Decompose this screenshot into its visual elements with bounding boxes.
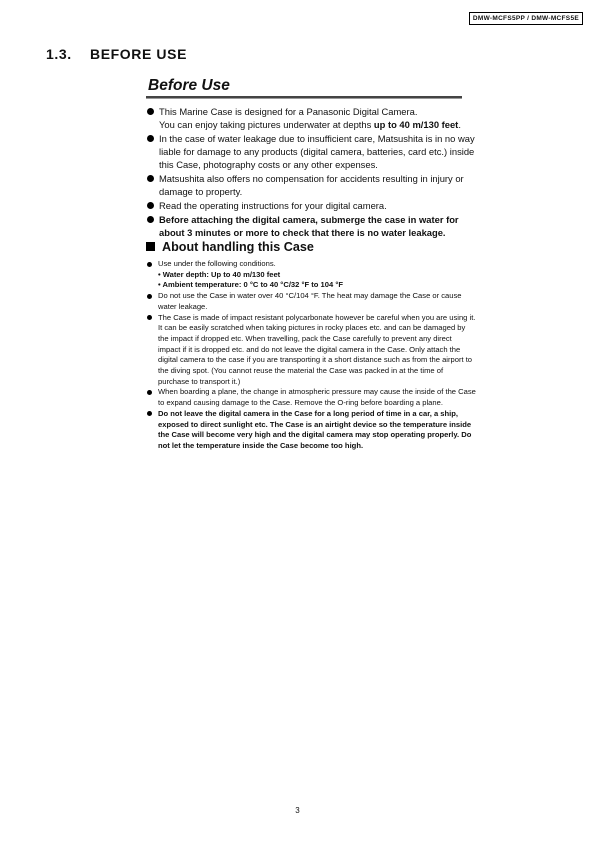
square-bullet-icon [146, 242, 155, 251]
item-text-bold: up to 40 m/130 feet [373, 119, 459, 131]
item-text: In the case of water leakage due to insufficient care, Matsushita is in no way liable for damage to any products (digital camera, batteries, card etc.) inside this Case, photography costs or any other expenses. [159, 132, 475, 171]
handling-title: About handling this Case [162, 240, 314, 254]
list-item [146, 387, 476, 408]
item-text: Matsushita also offers no compensation for accidents resulting in injury or damage to property. [159, 173, 464, 198]
bullet-icon [147, 216, 154, 223]
bullet-icon [147, 411, 152, 416]
list-item [146, 291, 476, 312]
handling-list [146, 259, 476, 452]
section-heading [46, 46, 187, 62]
page-title: Before Use [148, 77, 230, 94]
list-item [146, 259, 476, 291]
bullet-icon [147, 175, 154, 182]
bullet-icon [147, 294, 152, 299]
model-number-box: DMW-MCFS5PP / DMW-MCFS5E [469, 12, 583, 25]
section-number: 1.3. [46, 46, 72, 62]
item-text-bold: Do not leave the digital camera in the Case for a long period of time in a car, a ship, exposed to direct sunlight etc. The Case is an airtight device so the temperature inside the Case will become very high and the digital camera may stop operating properly. Do not let the temperature inside the Case become too high. [158, 408, 472, 450]
condition-water-depth: • Water depth: Up to 40 m/130 feet [158, 269, 281, 279]
list-item [146, 105, 476, 131]
handling-heading [146, 240, 314, 254]
item-text-bold: Before attaching the digital camera, submerge the case in water for about 3 minutes or more to check that there is no water leakage. [159, 213, 459, 238]
list-item [146, 199, 476, 212]
condition-temperature: • Ambient temperature: 0 °C to 40 °C/32 °F to 104 °F [158, 280, 344, 290]
item-text: When boarding a plane, the change in atmospheric pressure may cause the inside of the Case to expand causing damage to the Case. Remove the O-ring before boarding a plane. [158, 387, 476, 408]
title-underline [146, 96, 462, 99]
list-item [146, 409, 476, 452]
bullet-icon [147, 202, 154, 209]
section-title: BEFORE USE [90, 46, 188, 62]
list-item [146, 172, 476, 198]
list-item [146, 132, 476, 172]
bullet-icon [147, 135, 154, 142]
bullet-icon [147, 262, 152, 267]
page-number: 3 [295, 806, 300, 815]
item-text: This Marine Case is designed for a Panasonic Digital Camera. You can enjoy taking pictures underwater at depths [159, 106, 418, 131]
item-text-end: . [458, 119, 461, 131]
item-text: Use under the following conditions. [158, 259, 276, 268]
bullet-icon [147, 315, 152, 320]
bullet-icon [147, 390, 152, 395]
bullet-icon [147, 108, 154, 115]
before-use-list [146, 105, 476, 240]
list-item [146, 213, 476, 239]
item-text: Read the operating instructions for your digital camera. [159, 199, 387, 211]
item-text: Do not use the Case in water over 40 °C/104 °F. The heat may damage the Case or cause water leakage. [158, 291, 462, 311]
list-item [146, 313, 476, 388]
item-text: The Case is made of impact resistant polycarbonate however be careful when you are using it. It can be easily scratched when taking pictures in rocky places etc. and can be damaged by the impact if dropped etc. When travelling, pack the Case carefully to prevent any direct impact if it is dropped etc. and do not leave the digital camera in the Case. Only attach the digital camera to the case if you are transporting it a short distance such as from the airport to the diving spot. (You cannot reuse the material the Case was packed in at the time of purchase to transport it.) [158, 312, 476, 386]
